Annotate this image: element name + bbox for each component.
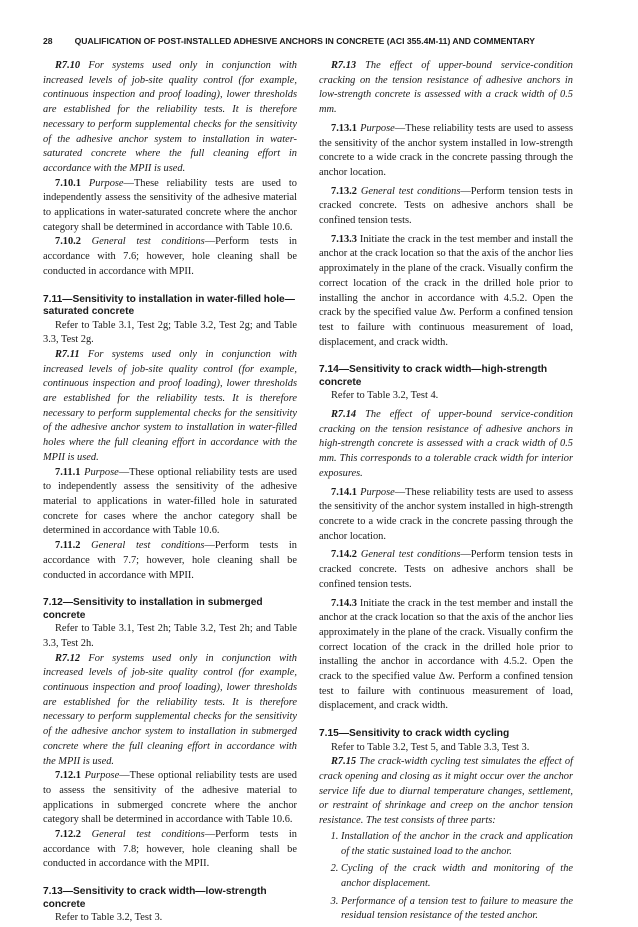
heading-7-12: 7.12—Sensitivity to installation in submerged concrete: [43, 597, 263, 621]
section-7-10-1: 7.10.1 Purpose—These reliability tests are used to independently assess the sensitivity of the adhesive material to applications in water-saturated concrete where the anchor category shall be determined in accordance with Table 10.6.: [43, 177, 297, 233]
commentary-r7-14: R7.14 The effect of upper-bound service-condition cracking on the tension resistance of adhesive anchors in high-strength concrete is assessed with a crack width of 0.5 mm. This corresponds to a tolerable crack width for interior exposures.: [319, 409, 573, 479]
page-number: 28: [43, 36, 53, 46]
section-7-11-2: 7.11.2 General test conditions—Perform tests in accordance with 7.7; however, hole cleaning shall be conducted in accordance with MPII.: [43, 540, 297, 581]
section-7-10-2: 7.10.2 General test conditions—Perform tests in accordance with 7.6; however, hole cleaning shall be conducted in accordance with MPII.: [43, 236, 297, 277]
section-7-14-3: 7.14.3 Initiate the crack in the test member and install the anchor at the crack location so that the axis of the anchor lies approximately in the plane of the crack. Visually confirm the correct location of the crack in the drilled hole prior to installing the anchor in accordance with 4.5.2. Open the crack to the specified value Δw. Perform a confined tension test to failure with continuous measurement of load, displacement, and crack width.: [319, 597, 573, 712]
reference-7-14: Refer to Table 3.2, Test 4.: [331, 390, 439, 402]
running-header: [43, 36, 603, 46]
list-item: 1. Installation of the anchor in the crack and application of the static sustained load to the anchor.: [341, 830, 573, 859]
section-7-13-3: 7.13.3 Initiate the crack in the test member and install the anchor at the crack location so that the axis of the anchor lies approximately in the plane of the crack. Visually confirm the correct location of the crack in the drilled hole prior to installing the anchor in accordance with 4.5.2. Open the crack by the specified value Δw. Perform a confined tension test to failure with continuous measurement of load, displacement, and crack width.: [319, 233, 573, 348]
reference-7-15: Refer to Table 3.2, Test 5, and Table 3.3, Test 3.: [331, 741, 530, 753]
commentary-r7-11: R7.11 For systems used only in conjunction with increased levels of job-site quality control (for example, continuous inspection and proof loading), lower thresholds are established for the reliability tests. It is therefore necessary to perform supplemental checks for the sensitivity of the adhesive anchor system to installation in water-filled holes where the full cleaning effort in accordance with the MPII is used.: [43, 348, 297, 463]
section-7-14-2: 7.14.2 General test conditions—Perform tension tests in cracked concrete. Tests on adhesive anchors shall be confined tension tests.: [319, 549, 573, 590]
list-item: 2. Cycling of the crack width and monitoring of the anchor displacement.: [341, 862, 573, 891]
test-parts-list: [319, 830, 573, 924]
commentary-r7-13: R7.13 The effect of upper-bound service-condition cracking on the tension resistance of adhesive anchors in low-strength concrete is assessed with a crack width of 0.5 mm.: [319, 60, 573, 116]
left-column: [43, 59, 297, 926]
heading-7-15: 7.15—Sensitivity to crack width cycling: [319, 728, 510, 740]
section-7-12-2: 7.12.2 General test conditions—Perform tests in accordance with 7.8; however, hole cleaning shall be conducted in accordance with the MPII.: [43, 829, 297, 870]
heading-7-14: 7.14—Sensitivity to crack width—high-strength concrete: [319, 364, 548, 388]
right-column: [319, 59, 573, 927]
reference-7-13: Refer to Table 3.2, Test 3.: [55, 912, 163, 924]
section-7-13-1: 7.13.1 Purpose—These reliability tests are used to assess the sensitivity of the anchor system installed in low-strength concrete to a wide crack in the concrete passing through the anchor location.: [319, 122, 573, 178]
section-7-12-1: 7.12.1 Purpose—These optional reliability tests are used to assess the sensitivity of the adhesive material to applications in submerged concrete where the anchor category shall be determined in accordance with Table 10.6.: [43, 770, 297, 826]
heading-7-13: 7.13—Sensitivity to crack width—low-strength concrete: [43, 886, 267, 910]
commentary-r7-15: R7.15 The crack-width cycling test simulates the effect of crack opening and closing as it might occur over the anchor service life due to diurnal temperature changes, settlement, or restraint of shrinkage and creep on the anchor tension resistance. The test consists of three parts:: [319, 756, 573, 827]
commentary-r7-12: R7.12 For systems used only in conjunction with increased levels of job-site quality control (for example, continuous inspection and proof loading), lower thresholds are established for the reliability tests. It is therefore necessary to perform supplemental checks for the sensitivity of the adhesive anchor system to installation in submerged concrete where the full cleaning effort in accordance with the MPII is used.: [43, 652, 297, 767]
heading-7-11: 7.11—Sensitivity to installation in water-filled hole—saturated concrete: [43, 293, 295, 318]
section-7-13-2: 7.13.2 General test conditions—Perform tension tests in cracked concrete. Tests on adhesive anchors shall be confined tension tests.: [319, 185, 573, 227]
commentary-r7-10: R7.10 For systems used only in conjunction with increased levels of job-site quality control (for example, continuous inspection and proof loading), lower thresholds are established for the reliability tests. It is therefore necessary to perform supplemental checks for the sensitivity of the adhesive anchor system to installation in water-saturated concrete where the full cleaning effort in accordance with the MPII is used.: [43, 60, 297, 174]
reference-7-11: Refer to Table 3.1, Test 2g; Table 3.2, Test 2g; and Table 3.3, Test 2g.: [43, 319, 297, 346]
running-title: QUALIFICATION OF POST-INSTALLED ADHESIVE ANCHORS IN CONCRETE (ACI 355.4M-11) AND COMMENTARY: [74, 36, 535, 46]
list-item: 3. Performance of a tension test to failure to measure the residual tension resistance of the tested anchor.: [341, 895, 573, 924]
section-7-14-1: 7.14.1 Purpose—These reliability tests are used to assess the sensitivity of the anchor system installed in high-strength concrete to a wide crack in the concrete passing through the anchor location.: [319, 486, 573, 542]
reference-7-12: Refer to Table 3.1, Test 2h; Table 3.2, Test 2h; and Table 3.3, Test 2h.: [43, 623, 297, 649]
section-7-11-1: 7.11.1 Purpose—These optional reliability tests are used to independently assess the sensitivity of the adhesive material to applications in water-filled hole in saturated concrete for cases where the anchor category shall be determined in accordance with Table 10.6.: [43, 466, 297, 537]
